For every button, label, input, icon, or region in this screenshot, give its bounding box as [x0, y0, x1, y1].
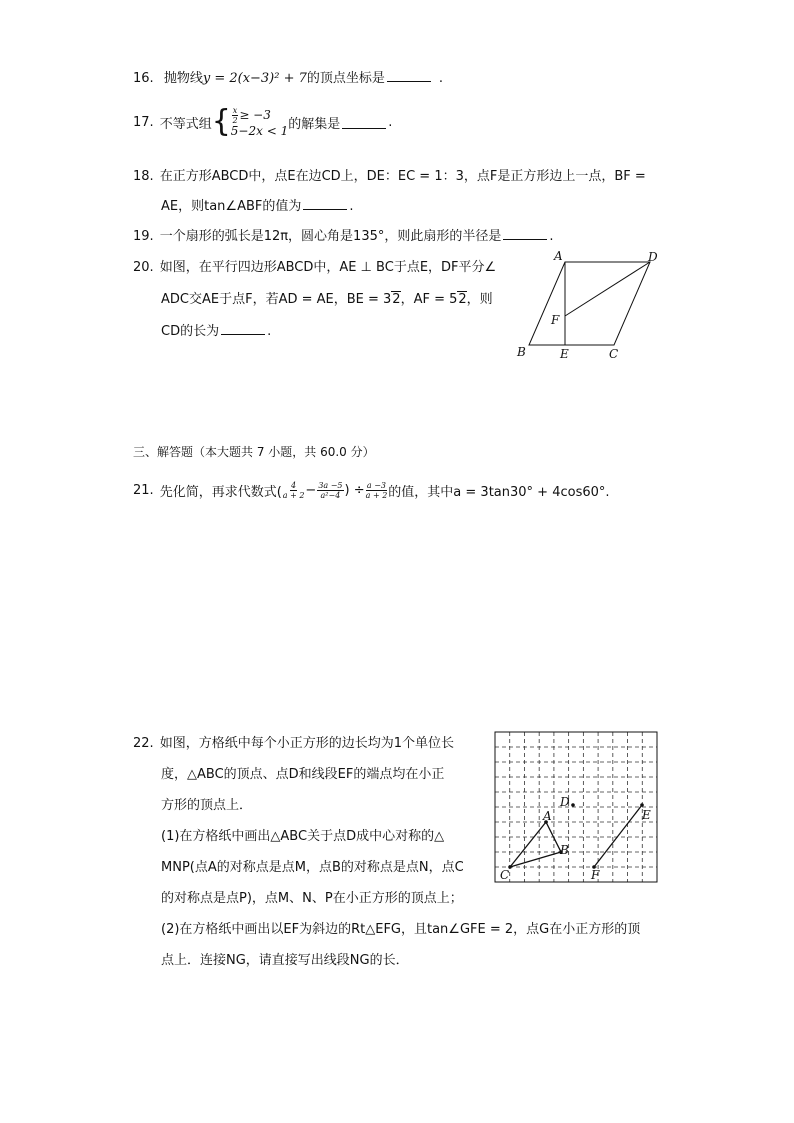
question-text-line2: ADC交AE于点F，若AD = AE，BE = 3: [161, 292, 392, 307]
question-number: 19.: [133, 229, 154, 244]
period: .: [549, 229, 554, 244]
inequality-2: 5−2x < 1: [230, 124, 289, 138]
question-number: 20.: [133, 260, 154, 275]
section-title: 三、解答题（本大题共 7 小题，共 60.0 分）: [133, 445, 375, 459]
question-text-line4: (1)在方格纸中画出△ABC关于点D成中心对称的△: [161, 829, 445, 844]
question-text: 不等式组: [159, 116, 212, 132]
grid-figure: [494, 731, 658, 883]
question-text-line2b: ，AF = 5: [400, 292, 458, 307]
grid-lines: [495, 732, 657, 882]
label-c: C: [609, 347, 619, 361]
point-e: [640, 803, 644, 807]
question-20: [133, 252, 496, 348]
segment-bc: [510, 852, 561, 867]
sqrt-radicand: 2: [392, 292, 401, 307]
label-c: C: [500, 868, 510, 882]
question-text-line1: 在正方形ABCD中，点E在边CD上，DE：EC = 1：3，点F是正方形边上一点，BF =: [159, 169, 646, 184]
segment-ac: [510, 822, 546, 867]
question-text-line2c: ，则: [466, 292, 493, 307]
minus-sign: −: [305, 482, 317, 498]
question-text-line1: 如图，方格纸中每个小正方形的边长均为1个单位长: [159, 736, 454, 751]
fraction-denominator: a + 2: [365, 490, 388, 500]
answer-blank: [221, 322, 265, 335]
question-16: [133, 67, 443, 86]
question-text: 抛物线: [163, 71, 203, 86]
inequality-system: [231, 106, 288, 138]
parallelogram-figure: [510, 248, 670, 363]
period: .: [349, 199, 354, 214]
question-text-line6: 的对称点是点P)，点M、N、P在小正方形的顶点上；: [161, 891, 463, 906]
parallelogram-abcd: [529, 262, 650, 345]
point-d: [571, 803, 575, 807]
period: .: [438, 71, 444, 86]
answer-blank: [503, 227, 547, 240]
sqrt-radicand: 2: [458, 292, 467, 307]
question-number: 18.: [133, 169, 154, 184]
question-text-line3: 方形的顶点上．: [161, 798, 253, 813]
question-18: [133, 162, 646, 222]
label-e: E: [642, 808, 651, 822]
fraction-denominator: 2: [232, 116, 238, 125]
label-f: F: [551, 313, 560, 327]
period: .: [388, 114, 393, 130]
question-19: [133, 225, 554, 244]
period: .: [267, 324, 272, 339]
label-d: D: [648, 250, 658, 264]
question-text-line2: AE，则tan∠ABF的值为: [161, 199, 302, 214]
fraction-2: [317, 481, 343, 500]
fraction-1: [283, 481, 305, 500]
answer-blank: [303, 197, 347, 210]
question-text-line1: 如图，在平行四边形ABCD中，AE ⊥ BC于点E，DF平分∠: [159, 260, 497, 275]
fraction-denominator: a²−4: [320, 490, 341, 500]
inequality-1: [231, 106, 288, 125]
divide-sign: ) ÷: [344, 482, 365, 498]
triangle-abc: [510, 822, 561, 867]
fraction-3: [366, 481, 388, 500]
question-text: 先化简，再求代数式(: [159, 484, 282, 500]
fraction-denominator: a + 2: [282, 490, 305, 500]
question-number: 21.: [133, 482, 154, 498]
fraction-numerator: a −3: [366, 480, 387, 490]
label-a: A: [543, 809, 552, 823]
label-d: D: [560, 795, 570, 809]
fraction-numerator: 4: [291, 480, 297, 490]
question-text-line3: CD的长为: [161, 324, 220, 339]
question-text: 的解集是: [288, 116, 341, 132]
question-text: 的顶点坐标是: [306, 71, 385, 86]
fraction-numerator: 3a −5: [318, 480, 343, 490]
question-text-line7: (2)在方格纸中画出以EF为斜边的Rt△EFG，且tan∠GFE = 2，点G在小正方形的顶: [161, 922, 641, 937]
label-b: B: [517, 345, 526, 359]
question-text-line8: 点上．连接NG，请直接写出线段NG的长．: [161, 953, 409, 968]
segment-df: [565, 262, 650, 316]
question-text: 一个扇形的弧长是12π，圆心角是135°，则此扇形的半径是: [159, 229, 502, 244]
label-b: B: [560, 843, 569, 857]
question-text-line5: MNP(点A的对称点是点M，点B的对称点是点N，点C: [161, 860, 464, 875]
label-a: A: [554, 249, 563, 263]
answer-blank: [387, 69, 431, 82]
segment-ef: [594, 805, 642, 867]
question-number: 22.: [133, 736, 154, 751]
left-brace: {: [211, 104, 231, 139]
fraction-numerator: x: [232, 106, 238, 115]
question-number: 17.: [133, 114, 154, 130]
question-17: [133, 105, 392, 139]
inequality-rest: ≥ −3: [239, 108, 271, 122]
question-21: [133, 476, 610, 504]
answer-blank: [342, 116, 386, 129]
label-f: F: [591, 868, 600, 882]
formula: y = 2(x−3)² + 7: [202, 71, 307, 86]
question-text-line2: 度，△ABC的顶点、点D和线段EF的端点均在小正: [161, 767, 445, 782]
question-number: 16.: [133, 71, 154, 86]
label-e: E: [560, 347, 569, 361]
question-text: 的值，其中a = 3tan30° + 4cos60°.: [388, 484, 610, 500]
